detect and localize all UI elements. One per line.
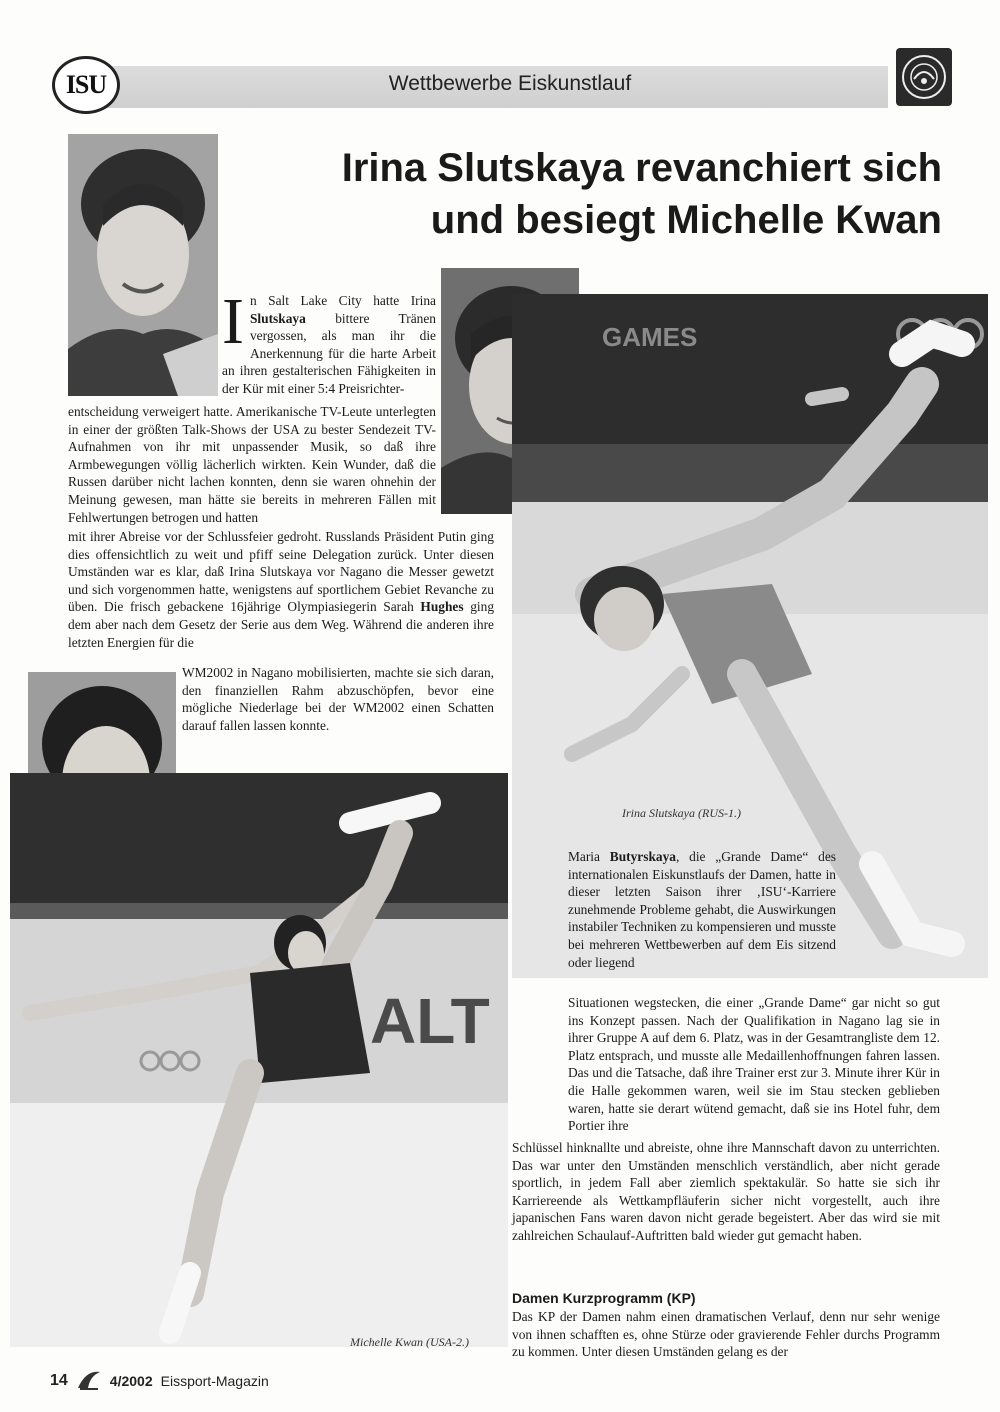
subhead-kurzprogramm: Damen Kurzprogramm (KP) [512,1290,696,1306]
footer [50,1368,269,1393]
page-number: 14 [50,1371,68,1389]
article-paragraph-1a: In Salt Lake City hatte Irina Slutskaya bittere Tränen vergossen, als man ihr die Anerkennung für die harte Arbeit an ihren gestalterischen Fähigkeiten in der Kür mit einer 5:4 Preisrichter- [222,285,436,396]
article-paragraph-2c: Schlüssel hinknallte und abreiste, ohne ihre Mannschaft davon zu unterrichten. Das war unter den Umständen menschlich verständlich, aber nicht gerade sportlich, in jedem Fall aber ziemlich spektakulär. So hatte sie sich ihr Karriereende als Wettkampfläuferin sicher nicht vorgestellt, auch ihre japanischen Fans waren davon nicht gerade begeistert. Aber das wird sie mit zahlreichen Schaulauf-Auftritten bald wieder gut gemacht haben. [512,1140,940,1243]
caption-slutskaya: Irina Slutskaya (RUS-1.) [622,806,741,820]
eissport-logo-icon [76,1368,102,1393]
article-paragraph-1c: mit ihrer Abreise vor der Schlussfeier gedroht. Russlands Präsident Putin ging dies offensichtlich zu weit und pfiff seine Delegation zurück. Unter diesen Umständen war es klar, daß Irina Slutskaya vor Nagano die Messer gewetzt und sich vorgenommen hatte, wenigstens auf sportlichem Gebiet Revanche zu üben. Die frisch gebackene 16jährige Olympiasiegerin Sarah Hughes ging dem aber nach dem Gesetz der Serie aus dem Weg. Während die anderen ihre letzten Energien für die [68,529,495,650]
kwan-signage-alt: ALT [370,985,490,1057]
article-paragraph-1b: entscheidung verweigert hatte. Amerikanische TV-Leute unterlegten in einer der größten Talk-Shows der USA zu bester Sendezeit TV-Aufnahmen von ihr mit unpassender Musik, so daß ihre Armbewegungen völlig lächerlich wirkten. Kein Wunder, daß die Russen darüber nicht lachen konnten, denn sie waren ohnehin der Meinung gewesen, man hätte sie bereits in mehreren Fällen mit Fehlwertungen betrogen und hatten [68,404,436,525]
headline-line-2: und besiegt Michelle Kwan [430,198,942,242]
dropcap: I [222,285,244,358]
article-paragraph-2b: Situationen wegstecken, die einer „Grande Dame“ gar nicht so gut ins Konzept passen. Nach der Qualifikation in Nagano lag sie in ihrer Gruppe A auf dem 6. Platz, was in der Gesamtrangliste dem 12. Platz entsprach, und musste alle Medaillenhoffnungen fahren lassen. Das und die Tatsache, daß ihre Trainer erst zur 3. Minute ihrer Kür in die Halle gekommen waren, weil sie im Stau stecken geblieben waren, hatte sie derart wütend gemacht, daß sie ins Hotel fuhr, dem Portier ihre [568,995,940,1134]
magazine-name: Eissport-Magazin [160,1372,269,1389]
isu-logo [52,56,120,114]
kwan-action-photo [10,773,508,1347]
portrait-photo-1 [68,134,218,396]
section-title: Wettbewerbe Eiskunstlauf [388,72,632,95]
isu-logo-text: ISU [65,70,107,99]
caption-kwan: Michelle Kwan (USA-2.) [350,1335,469,1349]
nagano-emblem-icon [896,48,952,106]
headline-line-1: Irina Slutskaya revanchiert sich [341,146,942,190]
article-paragraph-1d: WM2002 in Nagano mobilisierten, machte sie sich daran, den finanziellen Rahm abzuschöpfen, bevor eine mögliche Niederlage bei der WM2002 einen Schatten darauf fallen lassen konnte. [182,665,494,733]
issue-number: 4/2002 [109,1372,153,1389]
slutskaya-signage-games: GAMES [602,322,698,352]
headline [250,142,942,246]
article-paragraph-3: Das KP der Damen nahm einen dramatischen Verlauf, denn nur sehr wenige von ihnen schafften es, ohne Stürze oder gravierende Fehler durchs Programm zu kommen. Unter diesen Umständen gelang es der [512,1309,940,1360]
article-paragraph-2a: Maria Butyrskaya, die „Grande Dame“ des internationalen Eiskunstlaufs der Damen, hatte in dieser letzten Saison ihrer ‚ISU‘-Karriere zunehmende Probleme gehabt, die Auswirkungen instabiler Techniken zu kompensieren und musste bei mehreren Wettbewerben auf dem Eis sitzend oder liegend [568,849,836,970]
